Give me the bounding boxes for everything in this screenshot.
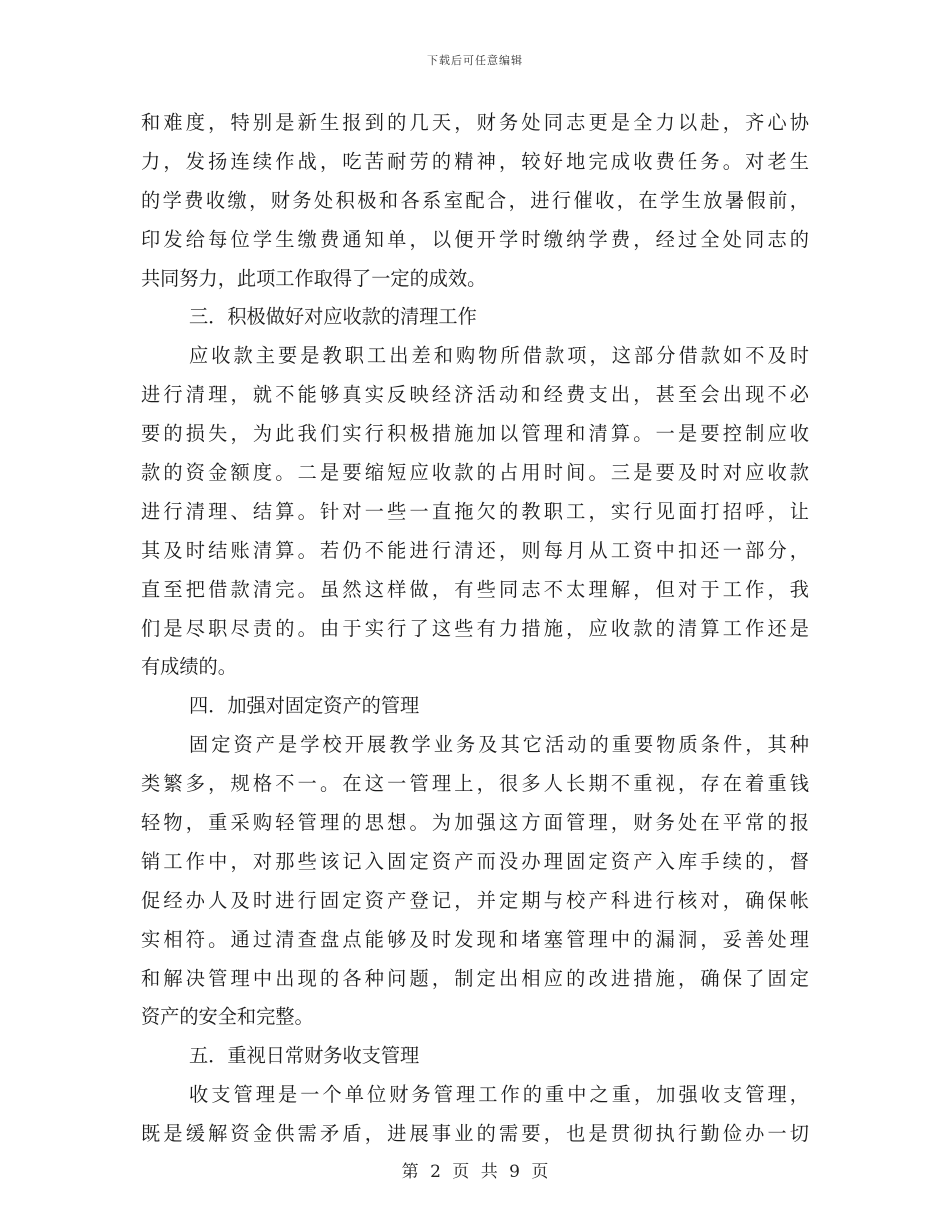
paragraph-line: 有成绩的。 [141,655,237,679]
paragraph-line: 收支管理是一个单位财务管理工作的重中之重，加强收支管理， [189,1083,809,1107]
section-heading: 五．重视日常财务收支管理 [189,1044,420,1068]
paragraph-line: 资产的安全和完整。 [141,1005,314,1029]
page-number-footer: 第 2 页 共 9 页 [401,1162,549,1182]
paragraph-line: 的学费收缴，财务处积极和各系室配合，进行催收，在学生放暑假前， [141,188,809,212]
paragraph-line: 既是缓解资金供需矛盾，进展事业的需要，也是贯彻执行勤俭办一切 [141,1122,809,1146]
section-heading: 四．加强对固定资产的管理 [189,694,420,718]
paragraph-line: 类繁多，规格不一。在这一管理上，很多人长期不重视，存在着重钱 [141,772,809,796]
paragraph-line: 销工作中，对那些该记入固定资产而没办理固定资产入库手续的，督 [141,849,809,873]
paragraph-line: 固定资产是学校开展教学业务及其它活动的重要物质条件，其种 [189,733,809,757]
document-body [141,104,809,1154]
paragraph-line: 实相符。通过清查盘点能够及时发现和堵塞管理中的漏洞，妥善处理 [141,927,809,951]
paragraph-line: 和解决管理中出现的各种问题，制定出相应的改进措施，确保了固定 [141,966,809,990]
section-heading: 三．积极做好对应收款的清理工作 [189,305,477,329]
paragraph-line: 其及时结账清算。若仍不能进行清还，则每月从工资中扣还一部分， [141,538,809,562]
paragraph-line: 要的损失，为此我们实行积极措施加以管理和清算。一是要控制应收 [141,422,809,446]
paragraph-line: 和难度，特别是新生报到的几天，财务处同志更是全力以赴，齐心协 [141,111,809,134]
paragraph-line: 进行清理，就不能够真实反映经济活动和经费支出，甚至会出现不必 [141,383,809,407]
paragraph-line: 力，发扬连续作战，吃苦耐劳的精神，较好地完成收费任务。对老生 [141,149,809,173]
page-header: 下载后可任意编辑 [427,54,523,67]
paragraph-line: 促经办人及时进行固定资产登记，并定期与校产科进行核对，确保帐 [141,888,809,912]
paragraph-line: 印发给每位学生缴费通知单，以便开学时缴纳学费，经过全处同志的 [141,227,809,251]
paragraph-line: 直至把借款清完。虽然这样做，有些同志不太理解，但对于工作，我 [141,577,809,601]
paragraph-line: 进行清理、结算。针对一些一直拖欠的教职工，实行见面打招呼，让 [141,499,809,523]
paragraph-line: 款的资金额度。二是要缩短应收款的占用时间。三是要及时对应收款 [141,461,809,485]
paragraph-line: 共同努力，此项工作取得了一定的成效。 [141,266,487,290]
paragraph-line: 应收款主要是教职工出差和购物所借款项，这部分借款如不及时 [189,344,809,368]
paragraph-line: 轻物，重采购轻管理的思想。为加强这方面管理，财务处在平常的报 [141,811,809,835]
paragraph-line: 们是尽职尽责的。由于实行了这些有力措施，应收款的清算工作还是 [141,616,809,640]
